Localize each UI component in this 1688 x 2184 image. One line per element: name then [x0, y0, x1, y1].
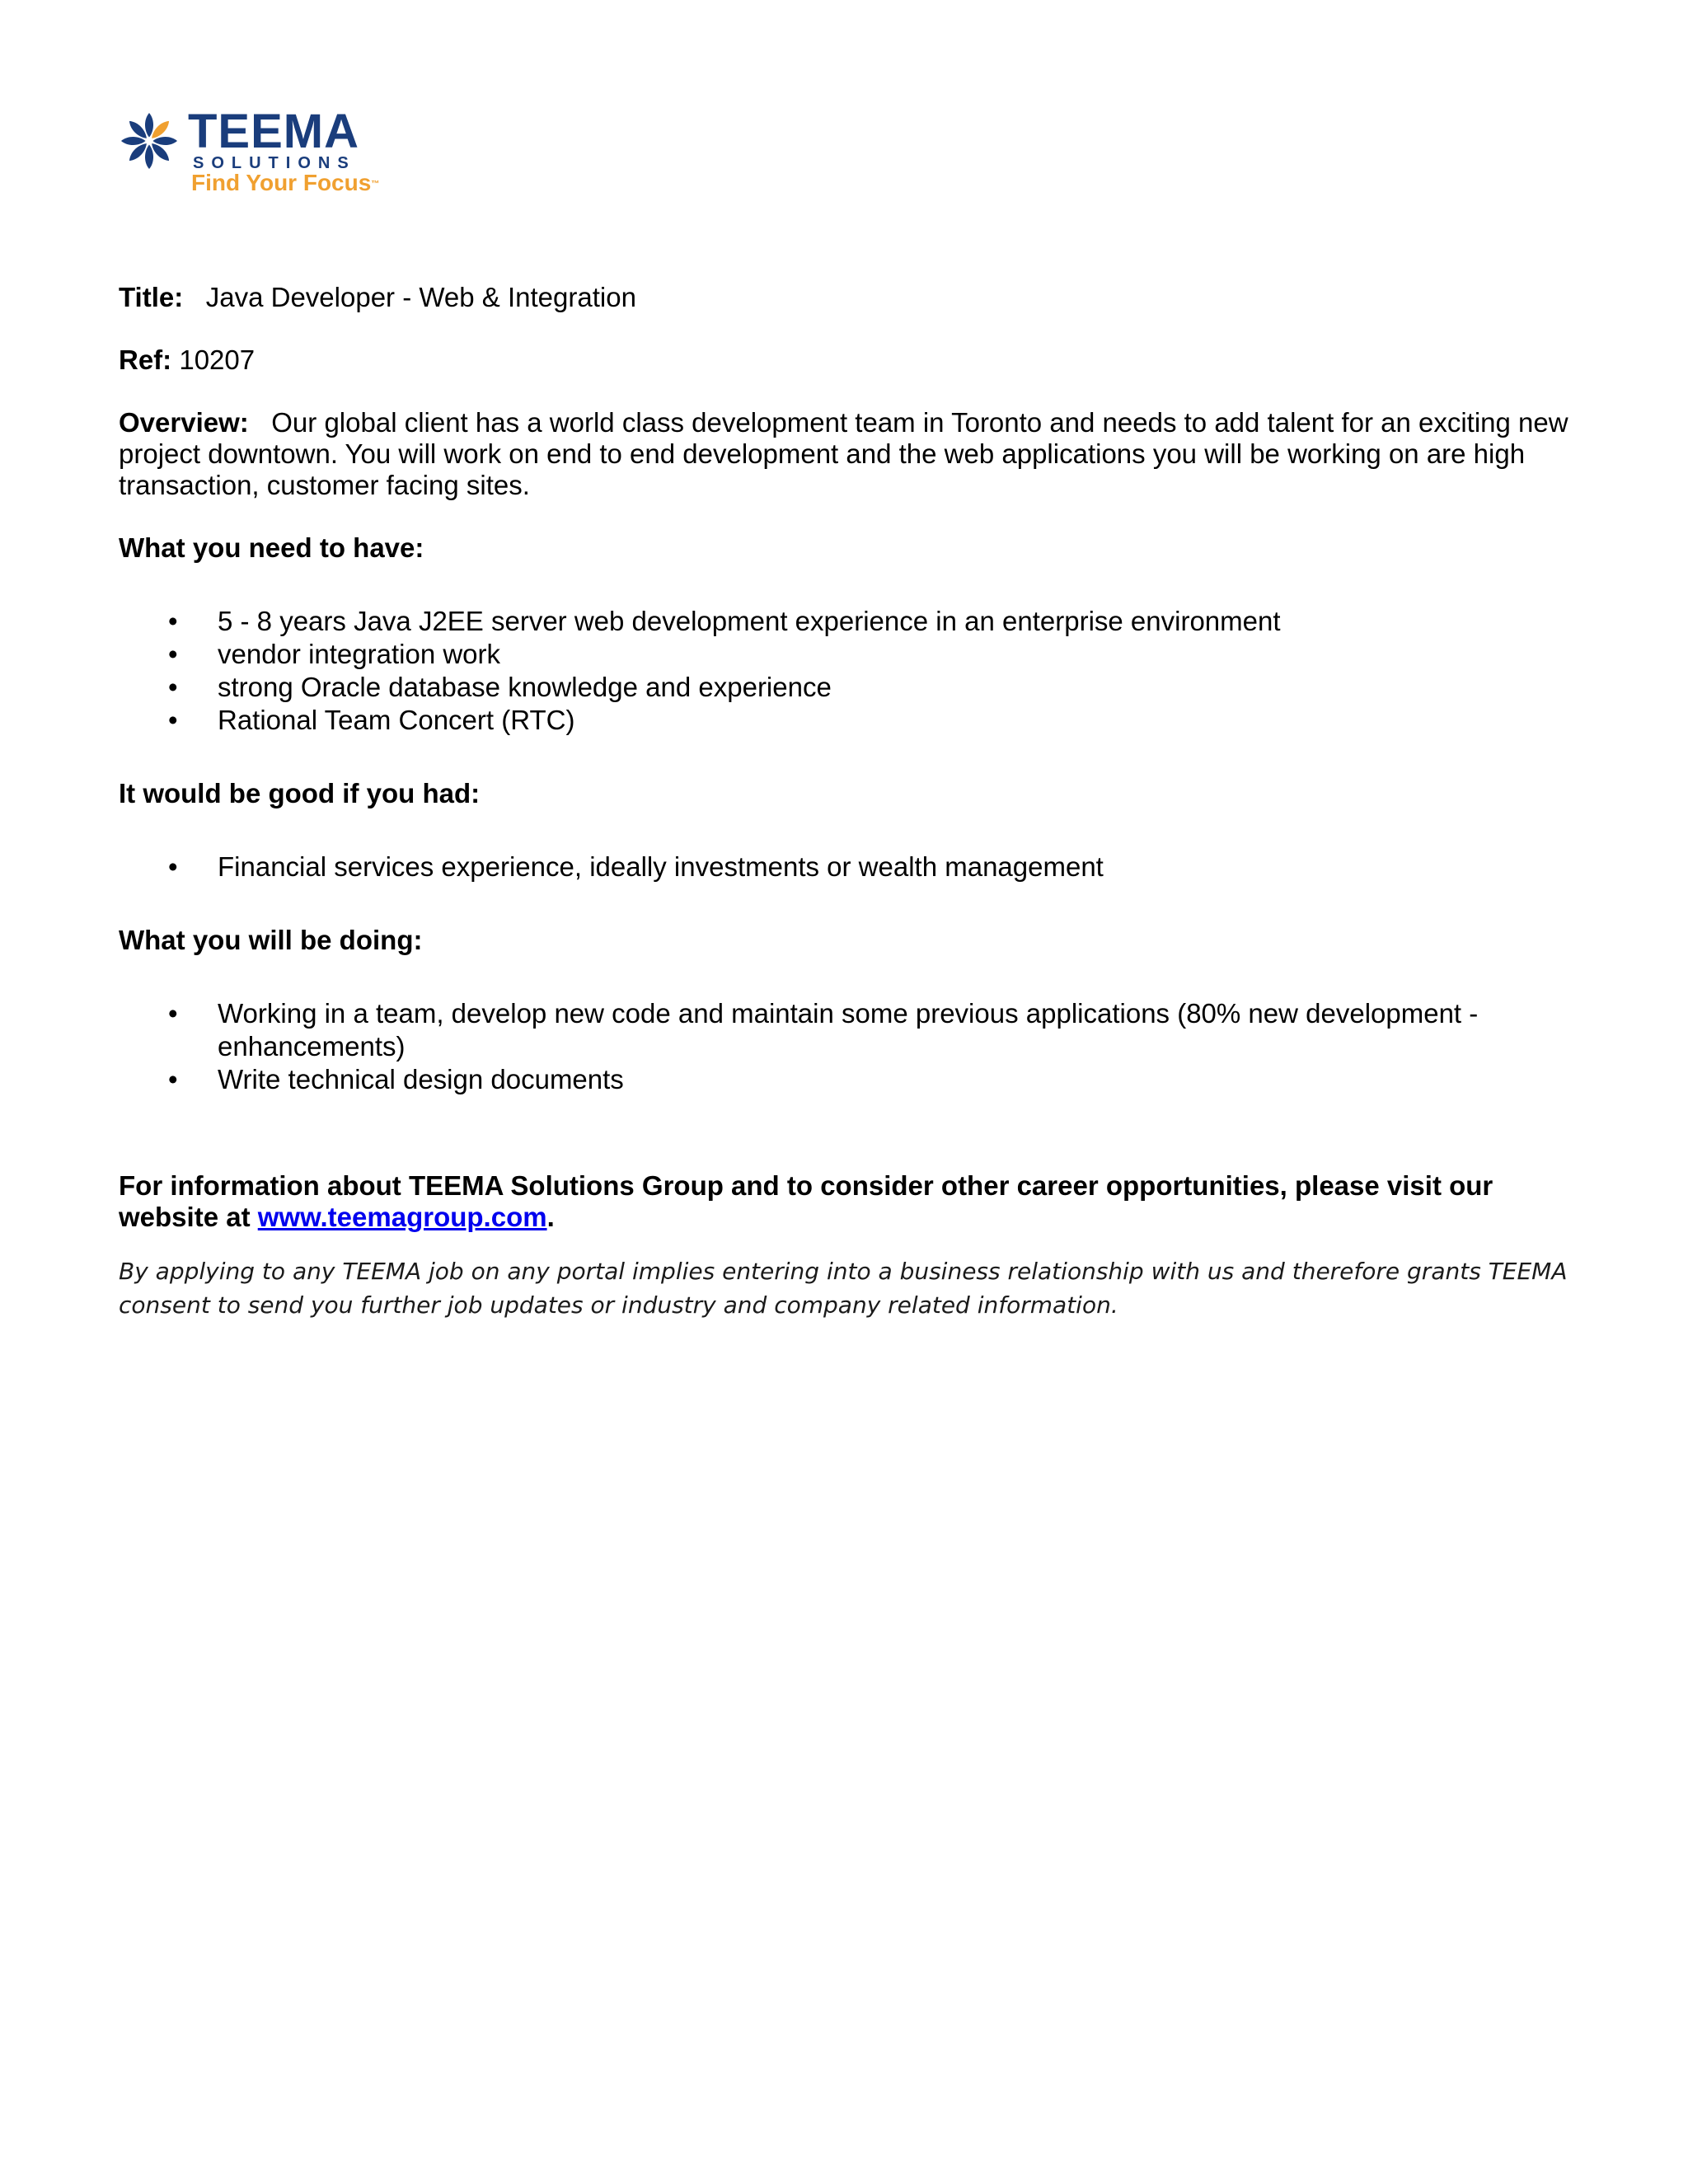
teema-logo — [119, 107, 391, 199]
title-line — [119, 282, 1569, 313]
document-page — [119, 0, 1569, 2184]
bullet-icon: • — [168, 606, 178, 636]
bullet-icon: • — [168, 851, 178, 882]
overview-label: Overview: — [119, 407, 249, 438]
good-heading: It would be good if you had: — [119, 778, 481, 808]
website-link[interactable]: www.teemagroup.com — [257, 1202, 547, 1232]
logo-subtitle: SOLUTIONS — [193, 154, 356, 172]
logo-wordmark: TEEMA — [188, 105, 359, 158]
need-heading: What you need to have: — [119, 532, 424, 563]
list-item: • Working in a team, develop new code and maintain some previous applications (80% new development - enhancements) — [168, 998, 1479, 1062]
starburst-logo-icon — [119, 110, 180, 171]
logo-petal — [152, 137, 177, 145]
job-description — [119, 282, 1569, 1322]
doing-list — [119, 997, 1569, 1096]
title-label: Title: — [119, 282, 184, 312]
logo-petal — [121, 137, 146, 145]
good-list — [119, 851, 1569, 883]
title-value: Java Developer - Web & Integration — [205, 282, 636, 312]
legal-disclaimer: By applying to any TEEMA job on any portal implies entering into a business relationship with us and therefore grants TEEMA consent to send you further job updates or industry and company related information. — [119, 1258, 1568, 1319]
overview-paragraph — [119, 407, 1569, 501]
need-list — [119, 605, 1569, 737]
ref-label: Ref: — [119, 344, 172, 375]
logo-tagline: Find Your Focus™ — [191, 170, 380, 195]
list-item: • Rational Team Concert (RTC) — [168, 705, 575, 735]
logo-petal — [145, 144, 153, 169]
footer-info: For information about TEEMA Solutions Group and to consider other career opportunities, please visit our website at www.teemagroup.com. — [119, 1170, 1493, 1232]
overview-text: Our global client has a world class development team in Toronto and needs to add talent for an exciting new project downtown. You will work on end to end development and the web applications you will be working on are high transaction, customer facing sites. — [119, 407, 1568, 500]
doing-heading: What you will be doing: — [119, 925, 423, 955]
list-item: • Financial services experience, ideally investments or wealth management — [168, 851, 1104, 882]
list-item: • Write technical design documents — [168, 1064, 624, 1094]
bullet-icon: • — [168, 639, 178, 669]
list-item: • vendor integration work — [168, 639, 501, 669]
logo-petal — [145, 113, 153, 138]
bullet-icon: • — [168, 672, 178, 702]
list-item: • strong Oracle database knowledge and experience — [168, 672, 832, 702]
bullet-icon: • — [168, 1064, 178, 1094]
bullet-icon: • — [168, 998, 178, 1029]
ref-line — [119, 344, 1569, 376]
list-item: • 5 - 8 years Java J2EE server web development experience in an enterprise environment — [168, 606, 1281, 636]
bullet-icon: • — [168, 705, 178, 735]
ref-value: 10207 — [179, 344, 256, 375]
